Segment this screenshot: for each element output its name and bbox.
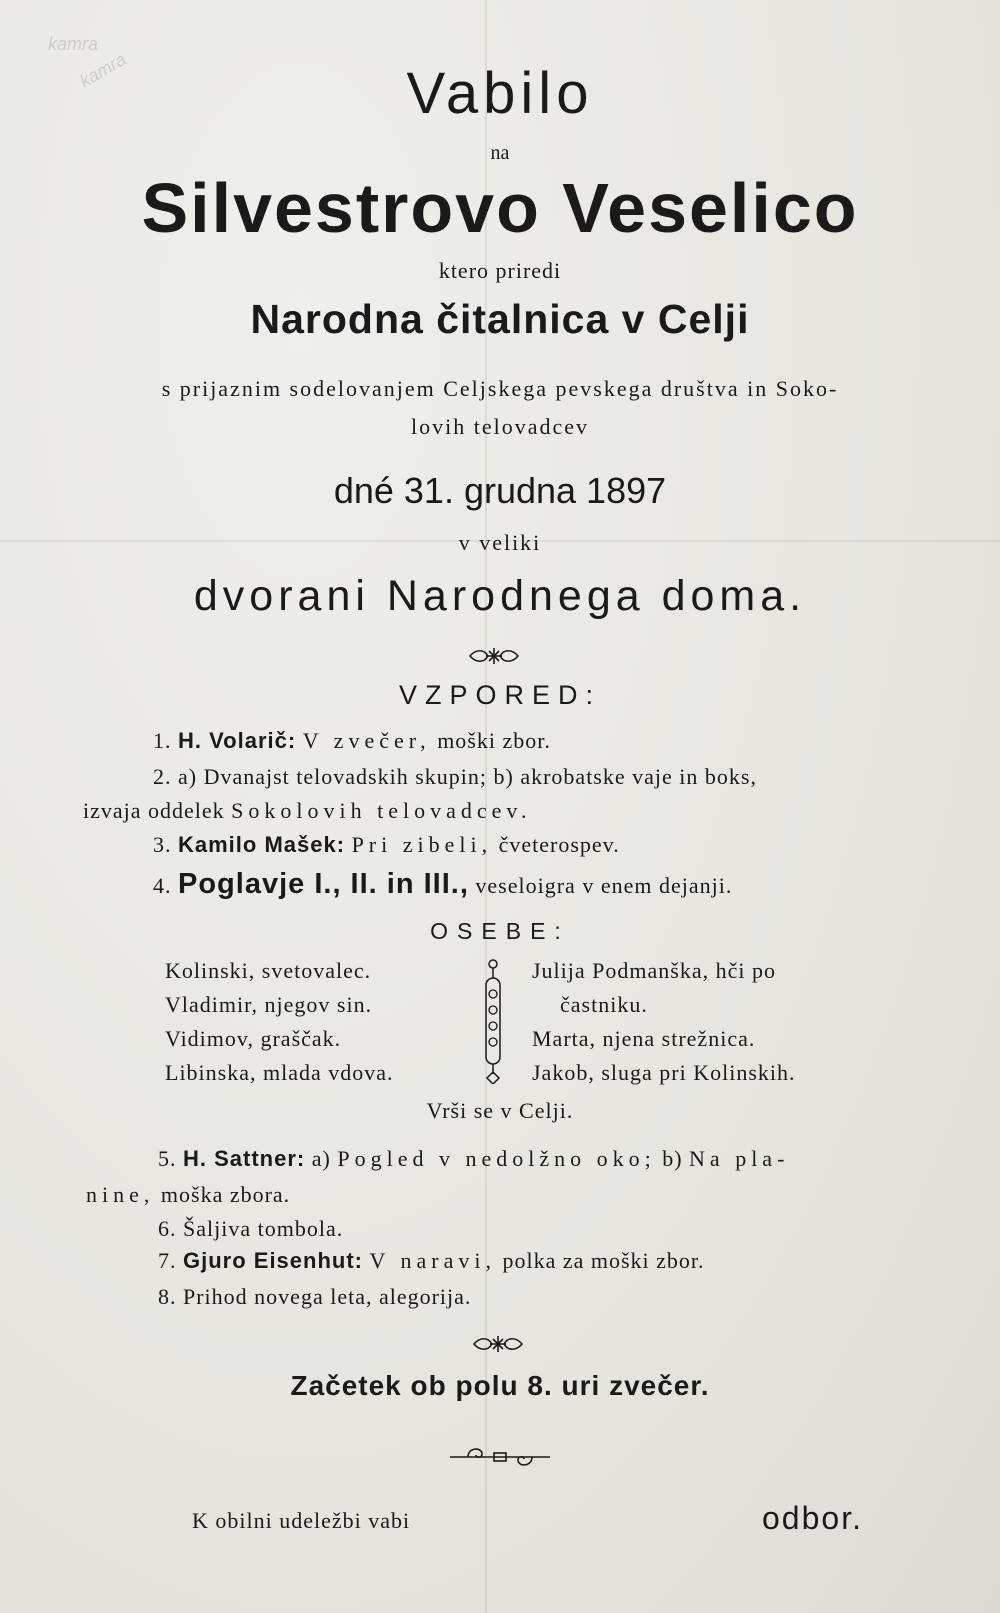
title: Vabilo xyxy=(406,61,594,126)
vertical-ornament-icon xyxy=(481,958,505,1084)
signature: odbor. xyxy=(762,1500,863,1536)
cast-left-3: Vidimov, graščak. xyxy=(165,1026,342,1051)
title-na: na xyxy=(490,142,510,164)
event-date: dné 31. grudna 1897 xyxy=(333,470,667,511)
cooperation-line-1: s prijaznim sodelovanjem Celjskega pevskega društva in Soko- xyxy=(161,376,839,401)
organizer-intro: ktero priredi xyxy=(438,258,562,283)
organizer-name: Narodna čitalnica v Celji xyxy=(250,296,750,342)
cast-heading: OSEBE: xyxy=(430,918,570,944)
cast-right-1: Julija Podmanška, hči po xyxy=(532,958,776,983)
programme-item-6: 6. Šaljiva tombola. xyxy=(158,1216,344,1241)
ornament-flourish-icon xyxy=(466,645,522,667)
venue-intro: v veliki xyxy=(458,530,542,555)
programme-item-2: 2. a) Dvanajst telovadskih skupin; b) akrobatske vaje in boks, xyxy=(153,764,757,789)
cast-left-4: Libinska, mlada vdova. xyxy=(165,1060,394,1085)
cast-left-2: Vladimir, njegov sin. xyxy=(165,992,373,1017)
kamra-watermark: kamra kamra xyxy=(48,34,130,92)
invitation-text: K obilni udeležbi vabi xyxy=(192,1508,411,1533)
programme-item-5: 5. H. Sattner: a) Pogled v nedolžno oko; b) Na pla- xyxy=(158,1146,790,1171)
programme-item-1: 1. H. Volarič: V zvečer, moški zbor. xyxy=(153,728,551,753)
ornament-flourish-icon-2 xyxy=(470,1333,526,1355)
cooperation-line-2: lovih telovadcev xyxy=(410,414,589,439)
programme-item-2-cont: izvaja oddelek Sokolovih telovadcev. xyxy=(83,798,532,823)
scroll-ornament-icon xyxy=(448,1442,552,1472)
play-setting: Vrši se v Celji. xyxy=(426,1098,574,1123)
programme-item-8: 8. Prihod novega leta, alegorija. xyxy=(158,1284,472,1309)
venue-name: dvorani Narodnega doma. xyxy=(193,572,807,620)
programme-item-5-cont: nine, moška zbora. xyxy=(86,1182,291,1207)
start-time: Začetek ob polu 8. uri zvečer. xyxy=(290,1370,710,1401)
programme-item-3: 3. Kamilo Mašek: Pri zibeli, čveterospev. xyxy=(153,832,620,857)
programme-item-7: 7. Gjuro Eisenhut: V naravi, polka za moški zbor. xyxy=(158,1248,705,1273)
cast-right-3: Marta, njena strežnica. xyxy=(532,1026,756,1051)
programme-heading: VZPORED: xyxy=(398,680,602,710)
cast-right-4: Jakob, sluga pri Kolinskih. xyxy=(532,1060,796,1085)
cast-left-1: Kolinski, svetovalec. xyxy=(165,958,372,983)
event-name: Silvestrovo Veselico xyxy=(141,169,859,247)
programme-item-4: 4. Poglavje I., II. in III., veseloigra v enem dejanji. xyxy=(153,868,733,900)
cast-right-2: častniku. xyxy=(560,992,648,1017)
